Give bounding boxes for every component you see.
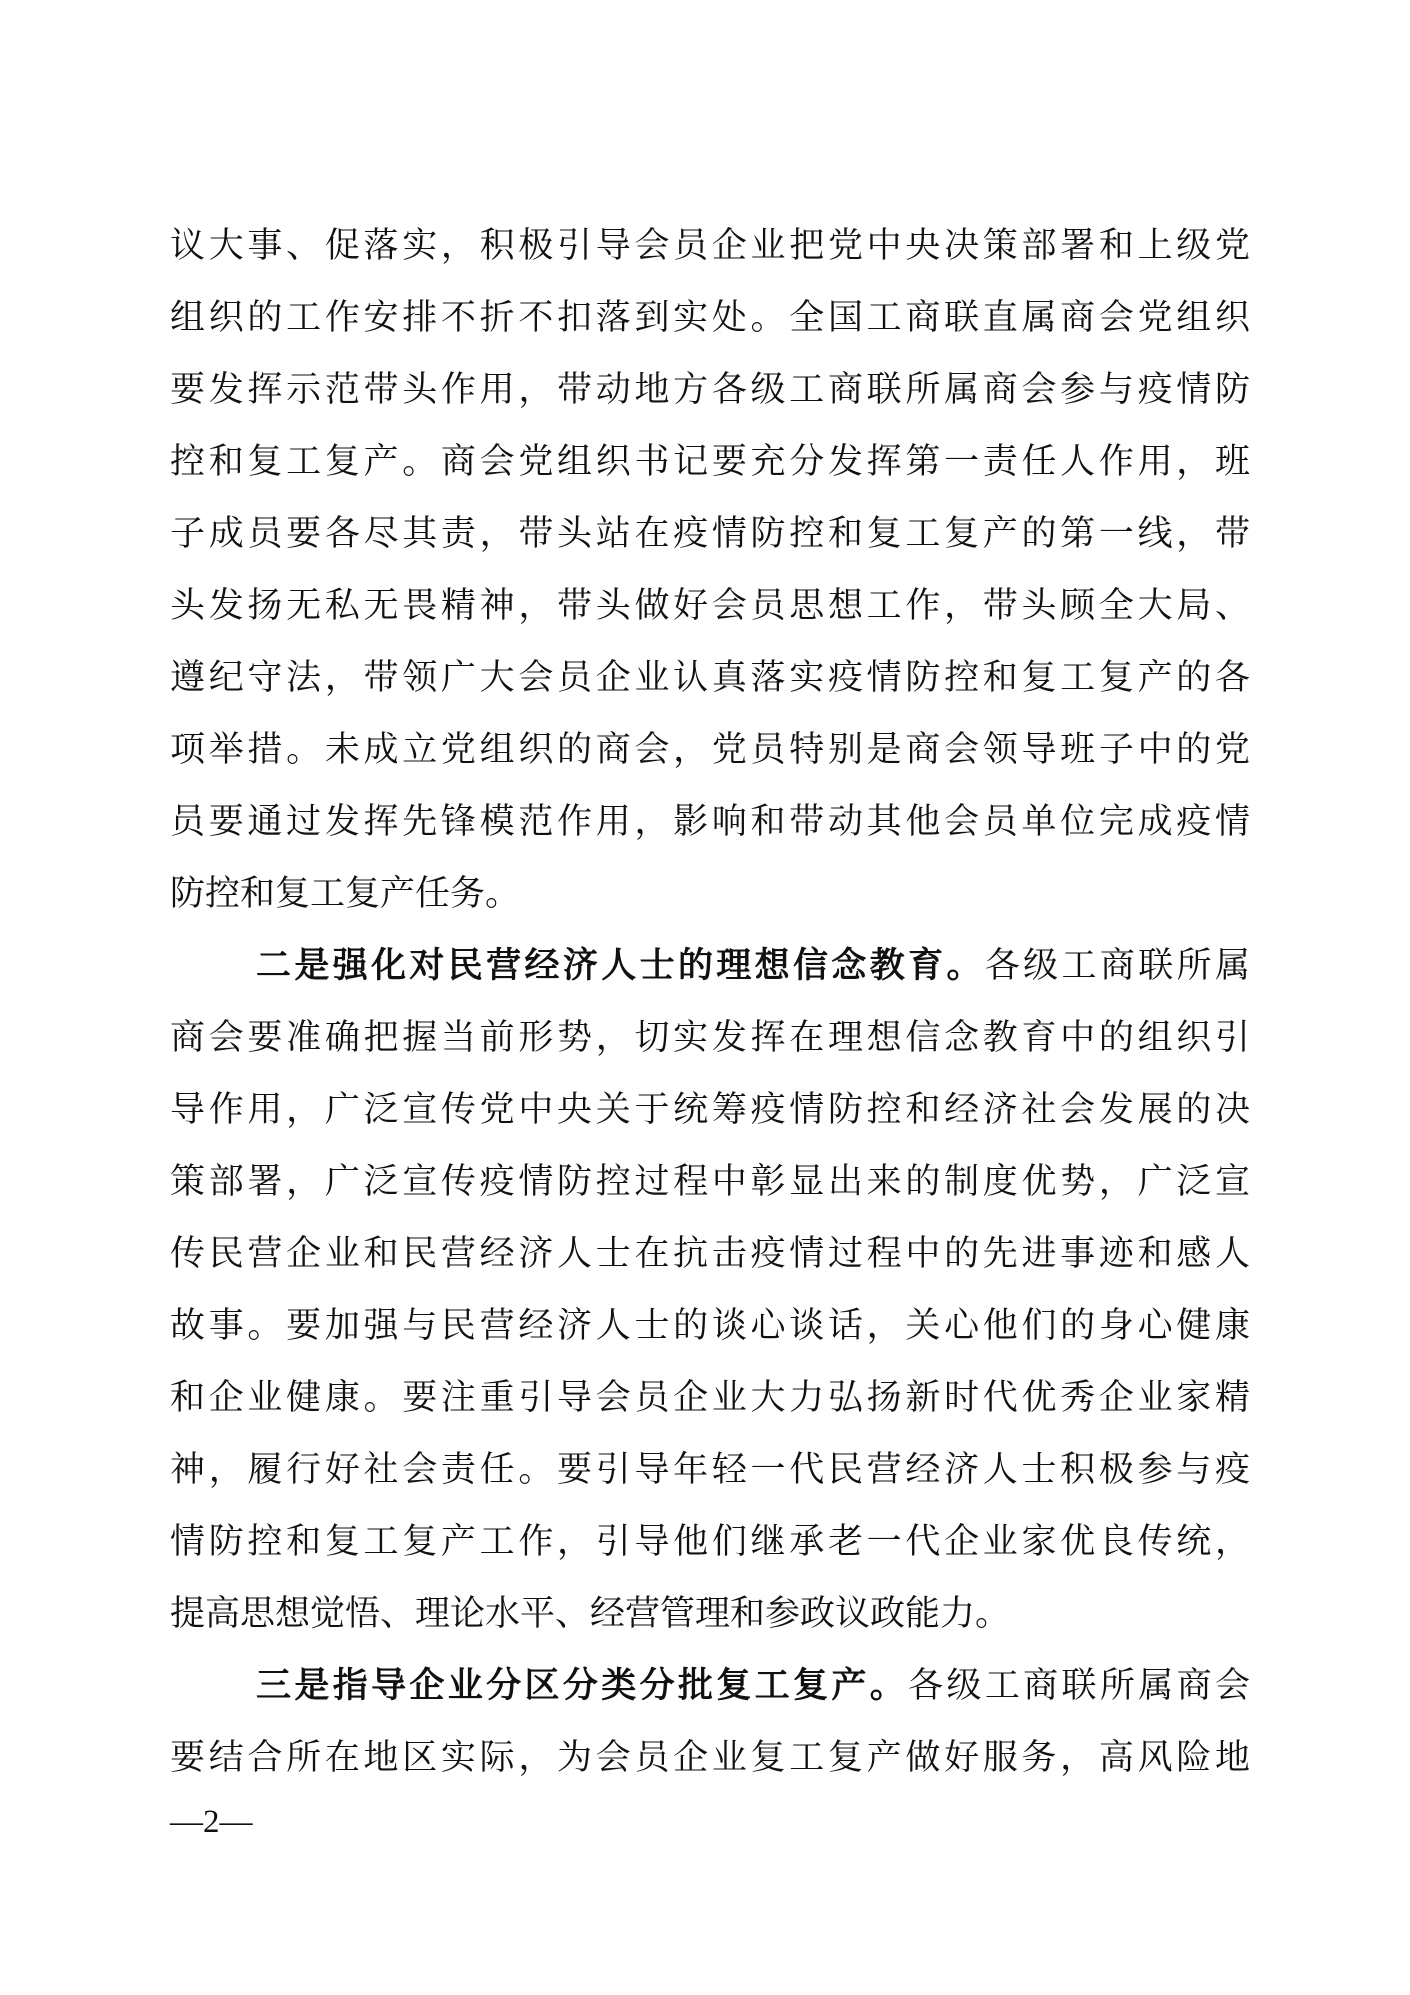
paragraph-text: 各级工商联所属: [984, 946, 1250, 986]
paragraph-line: 遵纪守法，带领广大会员企业认真落实疫情防控和复工复产的各: [170, 658, 1250, 698]
paragraph-first-line: [170, 930, 1250, 1002]
paragraph-line: 传民营企业和民营经济人士在抗击疫情过程中的先进事迹和感人: [170, 1234, 1250, 1274]
body-text: [170, 210, 1250, 1794]
paragraph-line: 头发扬无私无畏精神，带头做好会员思想工作，带头顾全大局、: [170, 586, 1250, 626]
section-heading: 三是指导企业分区分类分批复工复产。: [256, 1665, 909, 1706]
paragraph-line: 导作用，广泛宣传党中央关于统筹疫情防控和经济社会发展的决: [170, 1090, 1250, 1130]
paragraph-line: 防控和复工复产任务。: [170, 874, 521, 914]
paragraph-line: 员要通过发挥先锋模范作用，影响和带动其他会员单位完成疫情: [170, 802, 1250, 842]
paragraph-line: 控和复工复产。商会党组织书记要充分发挥第一责任人作用，班: [170, 442, 1250, 482]
paragraph-line: 要结合所在地区实际，为会员企业复工复产做好服务，高风险地: [170, 1738, 1250, 1778]
paragraph-line: 策部署，广泛宣传疫情防控过程中彰显出来的制度优势，广泛宣: [170, 1162, 1250, 1202]
paragraph-text: 各级工商联所属商会: [908, 1666, 1250, 1706]
paragraph-line: 项举措。未成立党组织的商会，党员特别是商会领导班子中的党: [170, 730, 1250, 770]
paragraph-line: 神，履行好社会责任。要引导年轻一代民营经济人士积极参与疫: [170, 1450, 1250, 1490]
paragraph-line: 组织的工作安排不折不扣落到实处。全国工商联直属商会党组织: [170, 298, 1250, 338]
paragraph-line: 商会要准确把握当前形势，切实发挥在理想信念教育中的组织引: [170, 1018, 1250, 1058]
paragraph-line: 和企业健康。要注重引导会员企业大力弘扬新时代优秀企业家精: [170, 1378, 1250, 1418]
paragraph-line: 提高思想觉悟、理论水平、经营管理和参政议政能力。: [170, 1594, 1011, 1634]
paragraph-line: 情防控和复工复产工作，引导他们继承老一代企业家优良传统，: [170, 1522, 1250, 1562]
paragraph-line: 要发挥示范带头作用，带动地方各级工商联所属商会参与疫情防: [170, 370, 1250, 410]
page-number: —2—: [170, 1804, 253, 1840]
paragraph-line: 故事。要加强与民营经济人士的谈心谈话，关心他们的身心健康: [170, 1306, 1250, 1346]
paragraph-line: 议大事、促落实，积极引导会员企业把党中央决策部署和上级党: [170, 226, 1250, 266]
paragraph-line: 子成员要各尽其责，带头站在疫情防控和复工复产的第一线，带: [170, 514, 1250, 554]
paragraph-first-line: [170, 1650, 1250, 1722]
section-heading: 二是强化对民营经济人士的理想信念教育。: [256, 945, 985, 986]
